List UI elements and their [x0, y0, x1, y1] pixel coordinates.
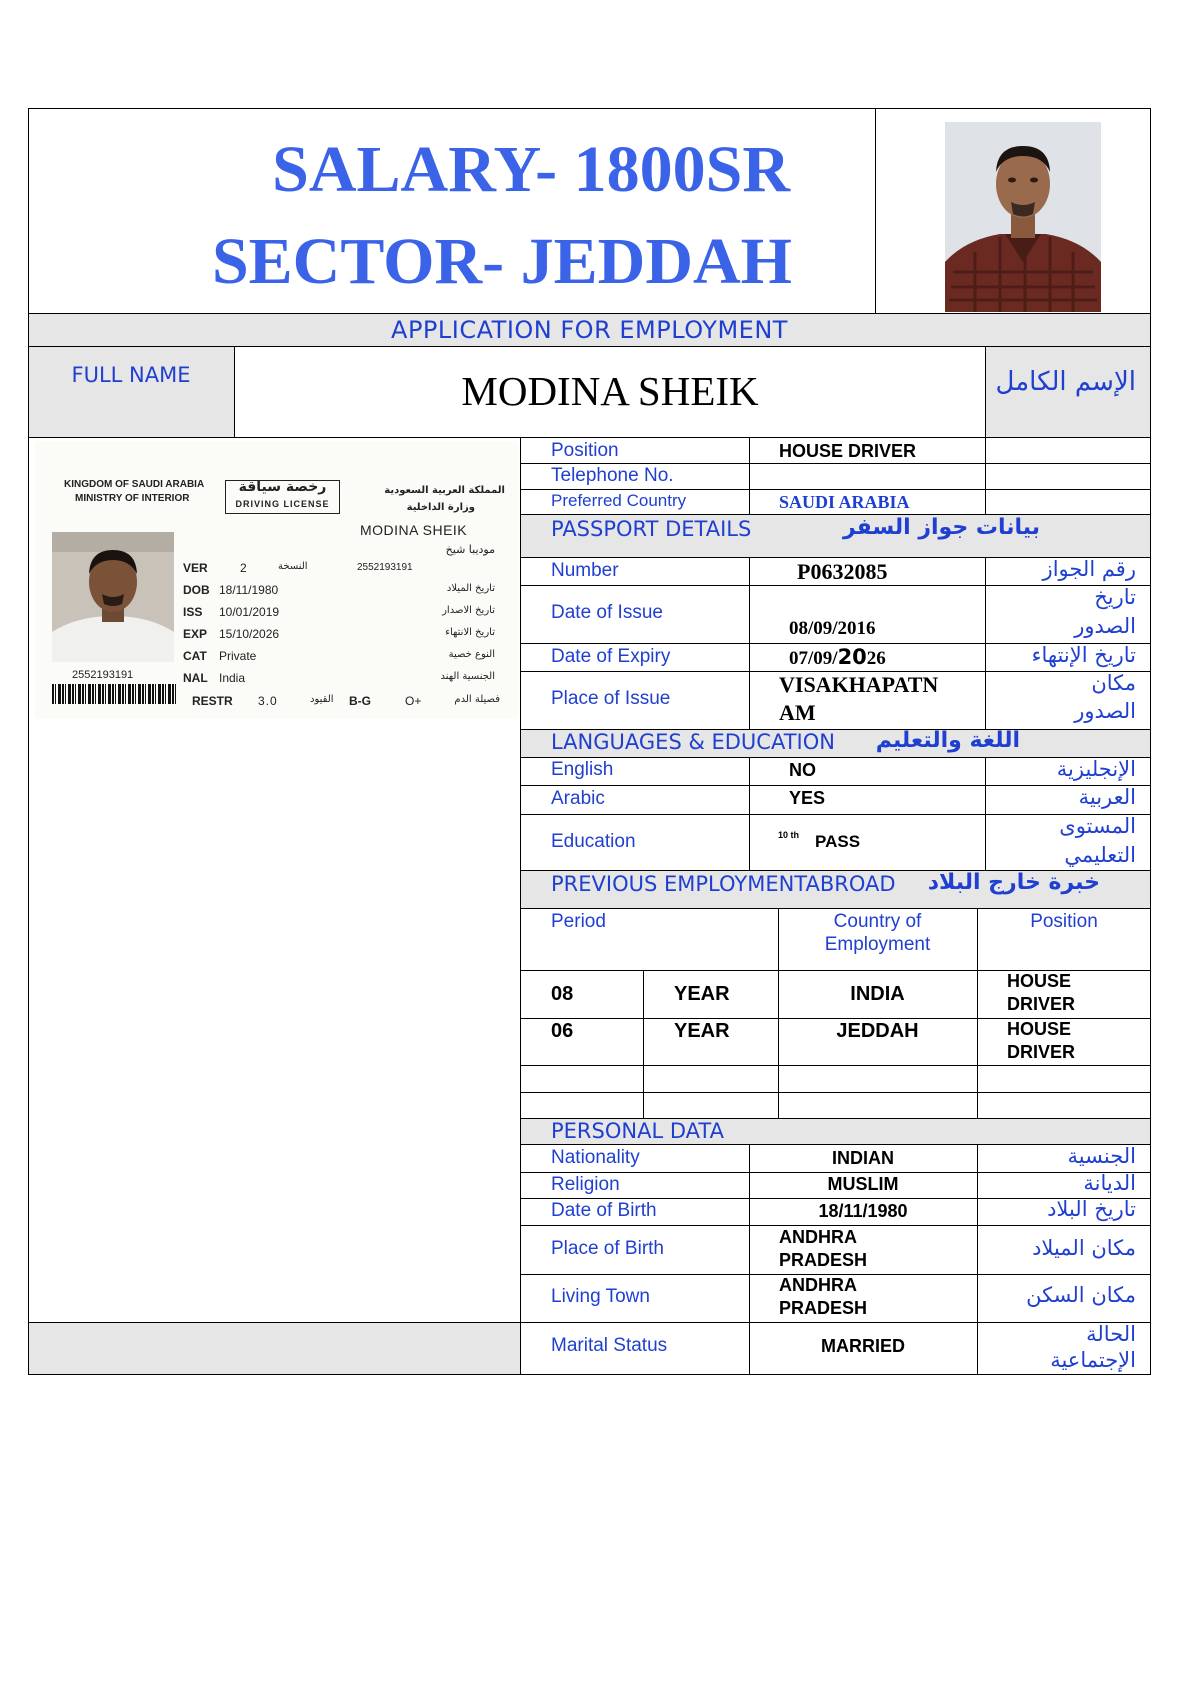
date-of-issue-value: 08/09/2016 [789, 618, 876, 639]
license-cat-ar: النوع خصية [448, 649, 495, 660]
nationality-value: INDIAN [832, 1148, 894, 1168]
place-of-issue-ar-1: مكان [1091, 671, 1136, 695]
nationality-label: Nationality [551, 1147, 640, 1168]
languages-section-title: LANGUAGES & EDUCATION [551, 730, 835, 754]
education-value: PASS [815, 832, 861, 851]
marital-ar-2: الإجتماعية [1050, 1348, 1136, 1372]
previous-section-title: PREVIOUS EMPLOYMENTABROAD [551, 872, 896, 896]
pob-ar: مكان الميلاد [1032, 1236, 1136, 1260]
license-nal-label: NAL [183, 671, 208, 685]
license-dob-label: DOB [183, 583, 210, 597]
col-country-1: Country of [833, 911, 922, 932]
applicant-photo [945, 122, 1101, 312]
passport-section-title: PASSPORT DETAILS [551, 517, 752, 541]
preferred-country-label: Preferred Country [551, 491, 687, 510]
license-dob-ar: تاريخ الميلاد [446, 583, 495, 594]
place-of-issue-value-1: VISAKHAPATN [779, 672, 939, 697]
date-of-expiry-ar: تاريخ الإنتهاء [1031, 643, 1136, 667]
license-ver-ar: النسخة [278, 561, 308, 572]
town-value-2: PRADESH [779, 1298, 868, 1318]
preferred-country-value: SAUDI ARABIA [779, 492, 910, 512]
license-iss-value: 10/01/2019 [219, 605, 280, 619]
license-restr-ar: القيود [310, 694, 334, 705]
sector-heading: SECTOR- JEDDAH [211, 225, 792, 298]
town-ar: مكان السكن [1026, 1283, 1136, 1307]
license-dob-value: 18/11/1980 [219, 583, 279, 597]
prev-row-1-pos-2: DRIVER [1007, 994, 1076, 1014]
date-of-issue-label: Date of Issue [551, 602, 663, 623]
license-title-en: DRIVING LICENSE [235, 499, 330, 509]
prev-row-1-country: INDIA [850, 983, 905, 1005]
town-value-1: ANDHRA [779, 1275, 857, 1295]
salary-heading: SALARY- 1800SR [272, 133, 790, 206]
english-ar: الإنجليزية [1056, 757, 1136, 781]
position-value: HOUSE DRIVER [779, 441, 917, 461]
license-exp-ar: تاريخ الانتهاء [445, 627, 495, 638]
full-name-arabic-label: الإسم الكامل [995, 367, 1136, 397]
date-of-expiry-label: Date of Expiry [551, 646, 671, 667]
license-bg-ar: فصيلة الدم [454, 694, 500, 705]
license-ver-value: 2 [240, 561, 247, 575]
license-ministry-en: MINISTRY OF INTERIOR [75, 493, 190, 504]
passport-number-ar: رقم الجواز [1042, 557, 1136, 581]
dob-value: 18/11/1980 [818, 1201, 908, 1221]
license-ministry-ar: وزارة الداخلية [406, 502, 475, 513]
license-name-ar: موديبا شيخ [445, 543, 495, 556]
license-nal-value: India [219, 671, 246, 685]
license-title-ar: رخصة سياقة [238, 479, 327, 495]
religion-label: Religion [551, 1174, 620, 1195]
passport-number-value: P0632085 [797, 559, 888, 584]
license-photo [52, 532, 174, 662]
date-of-issue-ar-2: الصدور [1074, 614, 1136, 638]
education-ar-1: المستوى [1059, 814, 1136, 838]
religion-ar: الديانة [1083, 1171, 1136, 1195]
nationality-ar: الجنسية [1067, 1144, 1136, 1168]
license-id-ar: 2552193191 [357, 562, 413, 573]
license-ver-label: VER [183, 561, 208, 575]
col-period: Period [551, 911, 606, 932]
place-of-issue-value-2: AM [779, 700, 816, 725]
license-nal-ar: الجنسية الهند [440, 671, 495, 682]
prev-row-1-pos-1: HOUSE [1007, 971, 1072, 991]
passport-number-label: Number [551, 560, 619, 581]
license-bg-label: B-G [349, 694, 371, 708]
education-value-sup: 10 th [778, 830, 800, 840]
full-name-value: MODINA SHEIK [461, 368, 759, 414]
license-country-en: KINGDOM OF SAUDI ARABIA [64, 479, 205, 490]
place-of-issue-label: Place of Issue [551, 688, 671, 709]
place-of-issue-ar-2: الصدور [1074, 699, 1136, 723]
town-label: Living Town [551, 1286, 650, 1307]
license-restr-label: RESTR [192, 694, 233, 708]
col-country-2: Employment [824, 934, 931, 955]
form-title: APPLICATION FOR EMPLOYMENT [391, 316, 788, 344]
prev-row-2-num: 06 [551, 1020, 574, 1042]
marital-label: Marital Status [551, 1335, 668, 1356]
telephone-label: Telephone No. [551, 465, 674, 486]
prev-row-1-unit: YEAR [674, 983, 730, 1005]
education-ar-2: التعليمي [1064, 843, 1136, 867]
education-label: Education [551, 831, 636, 852]
prev-row-2-unit: YEAR [674, 1020, 730, 1042]
date-of-expiry-value: 07/09/2026 [789, 645, 886, 669]
fullname-label-cell [28, 346, 234, 437]
passport-section-title-ar: بيانات جواز السفر [842, 515, 1040, 540]
license-iss-ar: تاريخ الاصدار [442, 605, 495, 616]
license-barcode [52, 684, 176, 704]
license-cat-label: CAT [183, 649, 207, 663]
previous-section-title-ar: خبرة خارج البلاد [927, 870, 1100, 895]
full-name-label: FULL NAME [71, 363, 191, 387]
license-bg-value: O+ [405, 694, 422, 708]
dob-ar: تاريخ البلاد [1047, 1197, 1136, 1221]
prev-row-1-num: 08 [551, 983, 574, 1005]
prev-row-2-pos-1: HOUSE [1007, 1019, 1072, 1039]
english-value: NO [789, 760, 816, 780]
license-exp-label: EXP [183, 627, 208, 641]
religion-value: MUSLIM [827, 1174, 899, 1194]
pob-value-2: PRADESH [779, 1250, 868, 1270]
marital-ar-1: الحالة [1086, 1322, 1136, 1346]
english-label: English [551, 759, 614, 780]
bottom-left-cell [28, 1322, 520, 1374]
prev-row-2-country: JEDDAH [836, 1020, 919, 1042]
marital-value: MARRIED [821, 1336, 905, 1356]
position-label: Position [551, 440, 619, 461]
prev-row-2-pos-2: DRIVER [1007, 1042, 1076, 1062]
languages-section-title-ar: اللغة والتعليم [875, 728, 1020, 753]
license-iss-label: ISS [183, 605, 203, 619]
pob-value-1: ANDHRA [779, 1227, 857, 1247]
license-exp-value: 15/10/2026 [219, 627, 280, 641]
personal-section-title: PERSONAL DATA [551, 1119, 724, 1143]
license-id-number: 2552193191 [72, 669, 134, 681]
license-cat-value: Private [219, 649, 257, 663]
license-restr-value: 3.0 [258, 694, 278, 708]
date-of-issue-ar-1: تاريخ [1094, 585, 1136, 609]
arabic-ar: العربية [1078, 785, 1136, 809]
license-name-en: MODINA SHEIK [360, 522, 468, 538]
pob-label: Place of Birth [551, 1238, 664, 1259]
license-country-ar: المملكة العربية السعودية [384, 485, 505, 496]
arabic-value: YES [789, 788, 826, 808]
dob-label: Date of Birth [551, 1200, 657, 1221]
driving-license-card [35, 441, 518, 719]
col-position: Position [1030, 911, 1098, 932]
arabic-label: Arabic [551, 788, 605, 809]
